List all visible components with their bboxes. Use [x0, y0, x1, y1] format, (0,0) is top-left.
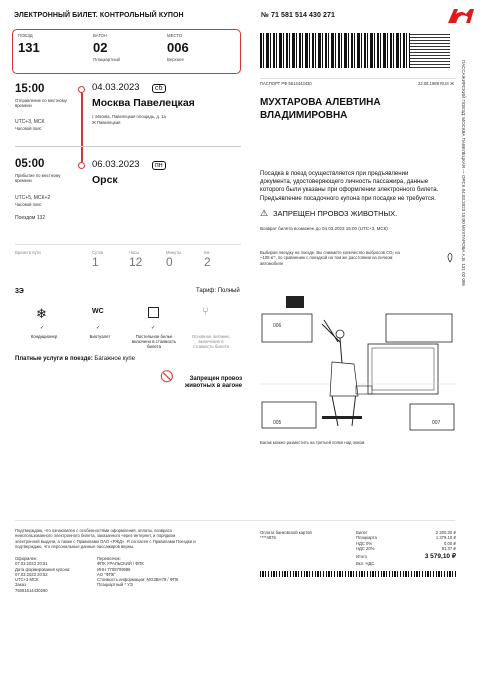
hours-label: Часы: [129, 250, 140, 255]
departure-time: 15:00: [15, 83, 45, 95]
ticket-number: № 71 581 514 430 271: [261, 12, 336, 19]
scene-caption: Багаж можно разместить на третьей полке над окном: [260, 440, 365, 445]
price-value: 1 379,10 ₽: [435, 535, 456, 541]
no-pets-text: животных в вагоне: [185, 383, 243, 390]
route-line: [81, 93, 83, 162]
carrier-value: АО "ФПК": [97, 571, 116, 577]
price-label: Билет: [356, 530, 368, 535]
carrier-value: Стоимость информации: МОЗВН79 / ФПК: [97, 577, 179, 582]
boarding-text: которого были указаны при оформлении электронного билета.: [260, 186, 439, 194]
amenity-text: Основное питание,: [191, 334, 231, 339]
wc-icon: WC: [92, 308, 104, 315]
departure-dow: сб: [152, 84, 166, 93]
legal-line: подтверждаю, что персональные данные пассажиров верны.: [15, 543, 135, 549]
train-info-box: [12, 29, 241, 74]
carrier-info: [97, 556, 178, 588]
hours-value: 12: [129, 255, 143, 269]
arrival-tz-note: Часовой пояс: [15, 202, 42, 207]
amenity-text: включение в: [198, 339, 224, 345]
carrier-value: ИНН 7708709686: [97, 566, 131, 572]
boarding-info: [260, 170, 438, 203]
issue-value: 07.03.2023 20:52: [15, 571, 48, 577]
passenger-document: ПАСПОРТ РФ 5614443430: [260, 81, 312, 86]
train-label: ПОЕЗД: [18, 33, 33, 38]
boarding-text: Посадка в поезд осуществляется при предъявлении: [260, 170, 409, 177]
arrival-station: Орск: [92, 174, 118, 186]
car-type: Плацкартный: [93, 57, 120, 62]
departure-tz: UTC+3, МСК: [15, 119, 45, 125]
no-animals-warning: ЗАПРЕЩЕН ПРОВОЗ ЖИВОТНЫХ.: [273, 209, 398, 218]
price-total-sub: Вкл. НДС: [356, 561, 375, 567]
amenity-text: включено в стоимость: [131, 339, 177, 345]
tariff: Тариф: Полный: [196, 288, 240, 294]
price-label: НДС 20%: [356, 546, 375, 552]
divider: [15, 244, 241, 245]
service-class: 3Э: [15, 288, 24, 295]
duration-label: Время в пути: [15, 250, 41, 255]
price-label: НДС 0%: [356, 540, 373, 546]
price-value: 2 200,30 ₽: [435, 530, 456, 535]
issue-value: 07.03.2023 20:51: [15, 561, 48, 567]
legal-line: Подтверждаю, что ознакомлен с особенностями оформления, оплаты, возврата: [15, 528, 172, 533]
vertical-route-text: ПАССАЖИРСКИЙ ПОЕЗД: МОСКВА ПАВЕЛЕЦКАЯ — ОРСК 04.03.2023 15:00 МУХТАРОВА А.В. 131 02 006: [461, 60, 466, 286]
boarding-text: Предъявление посадочного купона при посадке не требуется.: [260, 194, 436, 202]
check-icon: ✓: [96, 325, 101, 331]
bottom-barcode: [260, 571, 456, 577]
departure-address: г. Москва, Павелецкая площадь, д. 1а: [92, 114, 166, 119]
km-label: Км: [204, 250, 210, 255]
bedding-icon: [148, 307, 159, 318]
days-value: 1: [92, 255, 99, 269]
payment-info: [260, 530, 312, 541]
eco-text: ~108 кг*, по сравнению с поездкой на том же расстоянии на личном: [260, 255, 393, 261]
boarding-text: документа, удостоверяющего личность пассажира, данные: [260, 178, 429, 186]
legal-text: [15, 528, 196, 549]
leaf-icon: [446, 250, 454, 261]
passenger-patronymic: ВЛАДИМИРОВНА: [260, 110, 348, 121]
seat-mark-005: 005: [273, 420, 282, 426]
passenger-birth: 22.08.1989 RUS Ж: [418, 81, 454, 86]
issue-value: 75081514430290: [15, 587, 48, 593]
payment-label: Оплата банковской картой: [260, 530, 312, 535]
issue-value: UTC+3 МСК: [15, 577, 39, 582]
arrival-date: 06.03.2023: [92, 159, 140, 170]
minutes-label: Минуты: [166, 250, 182, 255]
issue-label: Дата формирования купона:: [15, 566, 71, 572]
departure-station: Москва Павелецкая: [92, 97, 195, 109]
divider: [260, 78, 456, 79]
departure-dot: [78, 86, 85, 93]
ticket-barcode: [260, 33, 410, 68]
departure-time-note: Отправление по местному времени: [15, 98, 67, 109]
arrival-time-note: Прибытие по местному времени: [15, 173, 61, 184]
departure-metro: Ж Павелецкая: [92, 120, 121, 125]
seat-mark-007: 007: [432, 420, 441, 426]
amenity-ac: Кондиционер: [30, 334, 58, 339]
seat-number: 006: [167, 40, 189, 55]
price-value: 91,37 ₽: [441, 546, 456, 552]
departure-date: 04.03.2023: [92, 82, 140, 93]
price-row: [356, 546, 456, 551]
eco-text: автомобиле: [260, 260, 284, 266]
divider: [15, 520, 455, 521]
eco-text: Выбирая поездку на поезде, Вы снижаете количество выбросов CO₂ на: [260, 250, 400, 255]
check-icon: ✓: [40, 325, 45, 331]
amenity-wc: Биотуалет: [89, 334, 111, 339]
snowflake-icon: ❄: [36, 306, 47, 321]
passenger-surname: МУХТАРОВА АЛЕВТИНА: [260, 97, 381, 108]
amenity-bedding: [131, 334, 177, 349]
qr-code: [410, 33, 450, 68]
arrival-dot: [78, 162, 85, 169]
carrier-value: Плацкартный * УЭ: [97, 582, 133, 588]
issue-label: Оформлен:: [15, 556, 38, 561]
days-label: Сутки: [92, 250, 104, 255]
arrival-time: 05:00: [15, 158, 45, 170]
seat-type: Верхнее: [167, 57, 184, 62]
amenity-food: [183, 334, 239, 349]
legal-line: неиспользованного электронного билета, заказанного через интернет, и порядком: [15, 533, 176, 539]
minutes-value: 0: [166, 255, 173, 269]
warning-icon: ⚠: [260, 208, 269, 218]
return-train: Поездом 132: [15, 215, 46, 221]
seat-mark-006: 006: [273, 323, 282, 329]
price-total: 3 579,10 ₽: [424, 552, 456, 560]
train-number: 131: [18, 40, 40, 55]
no-pets-notice: [185, 376, 242, 390]
fork-icon: ⑂: [202, 306, 209, 318]
price-label: Плацкарта: [356, 535, 377, 541]
amenity-text: Постельное белье: [135, 334, 173, 339]
legal-line: электронной выдачи, а также с Правилами ОАО «РЖД». Я согласен с Правилами Поездки и: [15, 538, 196, 544]
issue-label: Заказ: [15, 582, 26, 588]
refund-info: Возврат билета возможен до 04.03.2023 15:00 (UTC+3, МСК): [260, 226, 388, 231]
amenity-text: билета: [147, 344, 161, 350]
no-pets-icon: 🚫: [160, 371, 174, 383]
price-total-row: [356, 553, 456, 561]
seat-label: МЕСТО: [167, 33, 183, 38]
price-value: 0,00 ₽: [444, 540, 456, 546]
payment-value: ****4876: [260, 535, 276, 541]
issue-info: [15, 556, 70, 593]
carrier-label: Перевозчик:: [97, 556, 121, 561]
arrival-dow: пн: [152, 161, 166, 170]
paid-label: Платные услуги в поезде:: [15, 356, 93, 362]
ticket-title: ЭЛЕКТРОННЫЙ БИЛЕТ. КОНТРОЛЬНЫЙ КУПОН: [14, 12, 184, 19]
divider: [15, 146, 241, 147]
no-pets-text: Запрещен провоз: [189, 376, 243, 382]
car-number: 02: [93, 40, 108, 55]
check-icon: ✓: [151, 325, 156, 331]
carrier-value: ФПК УРАЛЬСКИЙ / ФПК: [97, 561, 144, 567]
price-breakdown: [356, 530, 456, 567]
price-total-label: Итого: [356, 553, 367, 559]
paid-value: Багажное купе: [94, 356, 136, 362]
rzd-logo: [444, 5, 480, 27]
amenity-text: стоимость билета: [193, 344, 229, 350]
paid-services: [15, 356, 135, 362]
eco-info: [260, 250, 400, 266]
car-label: ВАГОН: [93, 33, 108, 38]
arrival-tz: UTC+5, МСК+2: [15, 195, 51, 201]
km-value: 2: [204, 255, 211, 269]
car-illustration: [260, 292, 456, 438]
departure-tz-note: Часовой пояс: [15, 126, 42, 131]
